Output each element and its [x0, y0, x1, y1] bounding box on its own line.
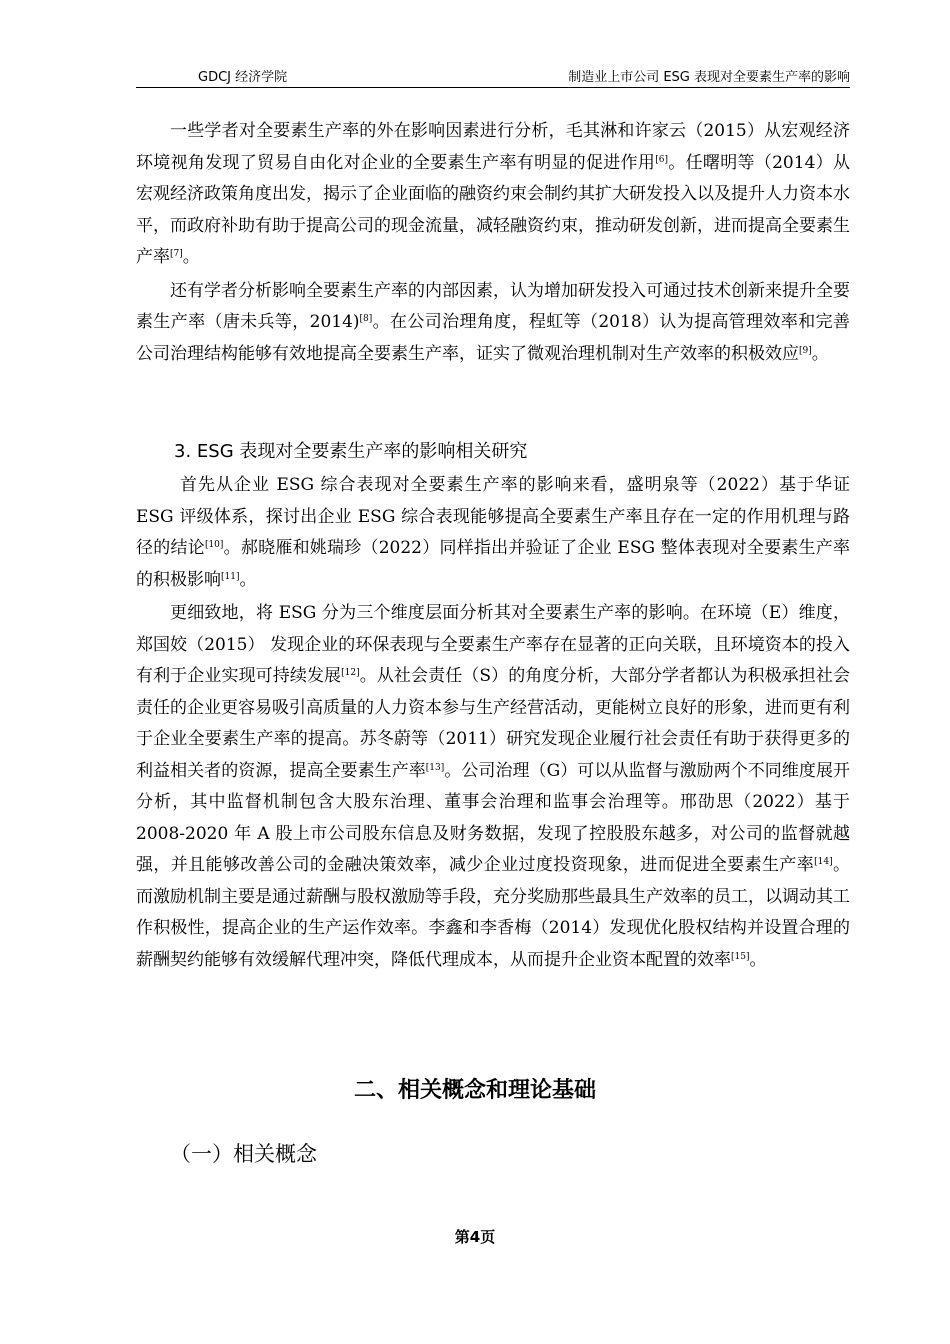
paragraph-text: 。 — [239, 569, 257, 590]
citation-ref: [10] — [204, 540, 224, 550]
paragraph-text: 。任曙明等（2014）从宏观经济政策角度出发，揭示了企业面临的融资约束会制约其扩大研发投入以及提升人力资本水平，而政府补助有助于提高公司的现金流量，减轻融资约束，推动研发创新，进而提高全要素生产率 — [136, 152, 850, 267]
citation-ref: [11] — [221, 571, 240, 582]
citation-ref: [14] — [814, 857, 833, 867]
paragraph-text: 。 — [811, 343, 829, 364]
paragraph-text: 。而激励机制主要是通过薪酬与股权激励等手段，充分奖励那些最具生产效率的员工，以调动其工作积极性，提高企业的生产运作效率。李鑫和李香梅（2014）发现优化股权结构并设置合理的薪酬契约能够有效缓解代理冲突，降低代理成本，从而提升企业资本配置的效率 — [136, 855, 851, 970]
paragraph-text: 。 — [749, 949, 767, 970]
running-header — [136, 62, 850, 86]
paragraph-text: 一些学者对全要素生产率的外在影响因素进行分析，毛其淋和许家云（2015）从宏观经济环境视角发现了贸易自由化对企业的全要素生产率有明显的促进作用 — [136, 121, 850, 173]
paragraph-text: 。 — [182, 247, 200, 267]
citation-ref: [6] — [655, 154, 668, 165]
paragraph-text: 。郝晓雁和姚瑞珍（2022）同样指出并验证了企业 ESG 整体表现对全要素生产率的积极影响 — [136, 538, 850, 590]
paragraph-text: 。在公司治理角度，程虹等（2018）认为提高管理效率和完善公司治理结构能够有效地提高全要素生产率，证实了微观治理机制对生产效率的积极效应 — [136, 312, 850, 364]
paragraph-text: 更细致地，将 ESG 分为三个维度层面分析其对全要素生产率的影响。在环境（E）维度，郑国姣（2015） 发现企业的环保表现与全要素生产率存在显著的正向关联，且环境资本的投入有利于企业实现可持续发展 — [136, 603, 850, 686]
paragraph-text: 首先从企业 ESG 综合表现对全要素生产率的影响来看，盛明泉等（2022）基于华证 ESG 评级体系，探讨出企业 ESG 综合表现能够提高全要素生产率且存在一定的作用机理与路径的结论 — [136, 475, 850, 558]
body-block-1 — [136, 116, 850, 370]
header-rule — [136, 87, 850, 88]
page-number: 第4页 — [454, 1228, 496, 1246]
subsection-title: （一）相关概念 — [170, 1142, 317, 1166]
chapter-title: 二、相关概念和理论基础 — [353, 1078, 596, 1103]
citation-ref: [12] — [341, 668, 360, 678]
header-right: 制造业上市公司 ESG 表现对全要素生产率的影响 — [568, 70, 850, 85]
paragraph-4 — [136, 598, 850, 976]
paragraph-text: 。公司治理（G）可以从监督与激励两个不同维度展开分析，其中监督机制包含大股东治理、董事会治理和监事会治理等。邢劭思（2022）基于 2008-2020 年 A 股上市公司股东信息及财务数据，发现了控股股东越多，对公司的监督就越强，并且能够改善公司的金融决策效率，减少企业过度投资现象，进而促进全要素生产率 — [136, 760, 850, 875]
paragraph-text: 还有学者分析影响全要素生产率的内部因素，认为增加研发投入可通过技术创新来提升全要素生产率（唐未兵等，2014) — [136, 280, 850, 332]
body-block-2 — [136, 470, 850, 976]
citation-ref: [9] — [799, 345, 812, 356]
paragraph-3 — [136, 470, 850, 596]
paragraph-2 — [136, 276, 850, 371]
citation-ref: [8] — [359, 314, 373, 324]
section-title: 3. ESG 表现对全要素生产率的影响相关研究 — [174, 441, 528, 462]
citation-ref: [7] — [170, 249, 183, 259]
paragraph-text: 。从社会责任（S）的角度分析，大部分学者都认为积极承担社会责任的企业更容易吸引高质量的人力资本参与生产经营活动，更能树立良好的形象，进而更有利于企业全要素生产率的提高。苏冬蔚等（2011）研究发现企业履行社会责任有助于获得更多的利益相关者的资源，提高全要素生产率 — [136, 666, 850, 781]
paragraph-1 — [136, 116, 850, 274]
citation-ref: [15] — [731, 951, 750, 962]
header-left: GDCJ 经济学院 — [198, 70, 288, 85]
citation-ref: [13] — [425, 762, 445, 773]
